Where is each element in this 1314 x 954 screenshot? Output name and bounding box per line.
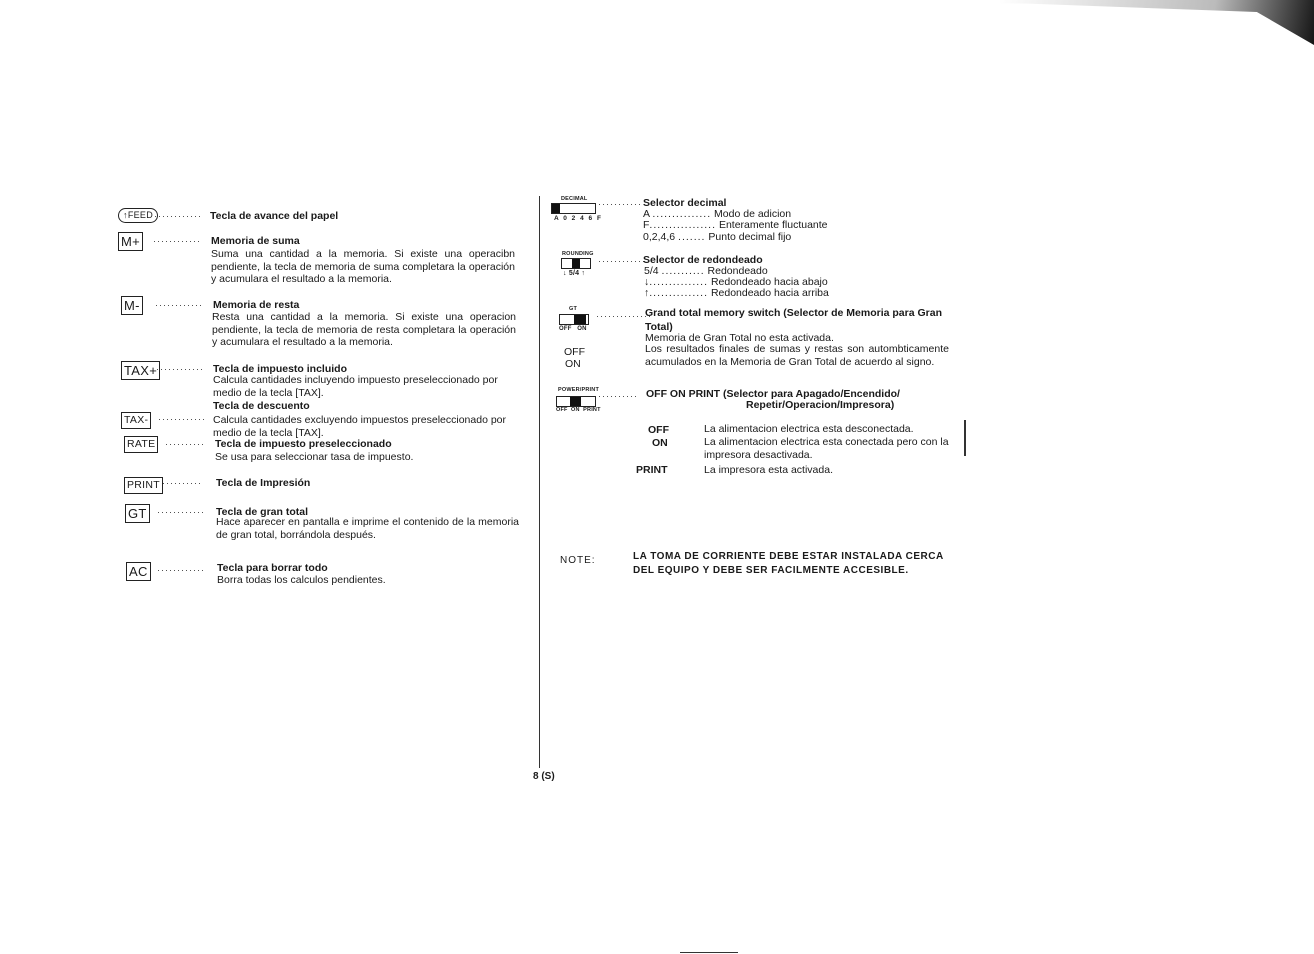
column-divider [539,196,540,768]
gt-switch [559,314,589,325]
power-state-off: OFF [648,424,669,436]
rounding-scale: ↓ 5/4 ↑ [563,270,586,277]
gt-on-text: Los resultados finales de sumas y restas son autombticamente acumulados en la Memoria de Gran Total de acuerdo al signo. [645,343,949,368]
tax-minus-desc: Calcula cantidades excluyendo impuestos preseleccionado por medio de la tecla [TAX]. [213,414,507,439]
memory-plus-title: Memoria de suma [211,235,300,247]
rounding-title: Selector de redondeado [643,254,763,266]
leader-dots: ············ [157,507,205,517]
page-number: 8 (S) [533,771,555,782]
tax-minus-key: TAX- [121,412,151,429]
tax-plus-desc: Calcula cantidades incluyendo impuesto preseleccionado por medio de la tecla [TAX]. [213,374,498,399]
memory-minus-title: Memoria de resta [213,299,300,311]
leader-dots: ·············· [596,311,652,321]
decimal-row-a: A ............... Modo de adicion [643,208,792,220]
grand-total-desc: Hace aparecer en pantalla e imprime el contenido de la memoria de gran total, borrándola después. [216,516,519,541]
memory-plus-desc: Suma una cantidad a la memoria. Si existe una operacibn pendiente, la tecla de memoria de suma completara la operación y acumulara el resultado a la memoria. [211,248,515,285]
rounding-switch [561,258,591,269]
leader-dots: ············ [158,414,206,424]
print-title: Tecla de Impresión [216,477,311,489]
note-text-line2: DEL EQUIPO Y DEBE SER FACILMENTE ACCESIBLE. [633,565,909,576]
leader-dots: ············ [153,236,201,246]
tax-minus-title: Tecla de descuento [213,400,310,412]
tax-plus-title: Tecla de impuesto incluido [213,363,347,375]
decimal-switch [551,203,596,214]
decimal-switch-label: DECIMAL [561,196,588,202]
power-state-on-desc: La alimentacion electrica esta conectada pero con la impresora desactivada. [704,436,949,461]
print-key: PRINT [124,477,163,494]
power-scale: OFF ON PRINT [556,407,601,413]
power-switch-label: POWER/PRINT [558,387,600,393]
leader-dots: ·········· [162,478,202,488]
leader-dots: ············ [157,565,205,575]
scan-mark [680,952,738,953]
leader-dots: ············ [598,256,646,266]
leader-dots: ·········· [165,439,205,449]
memory-minus-desc: Resta una cantidad a la memoria. Si existe una operacion pendiente, la tecla de memoria de resta completara la operación y acumulara el resultado a la memoria. [212,311,516,348]
rate-desc: Se usa para seleccionar tasa de impuesto. [215,451,414,463]
decimal-row-f: F................. Enteramente fluctuante [643,219,828,231]
power-state-on: ON [652,437,668,449]
note-text-line1: LA TOMA DE CORRIENTE DEBE ESTAR INSTALADA CERCA [633,551,944,562]
feed-title: Tecla de avance del papel [210,210,339,222]
rounding-row-54: 5/4 ........... Redondeado [644,265,768,277]
power-title-line2: Repetir/Operacion/Impresora) [746,399,895,411]
gt-title-line2: Total) [645,321,673,333]
decimal-title: Selector decimal [643,197,727,209]
decimal-row-fixed: 0,2,4,6 ....... Punto decimal fijo [643,231,792,243]
gt-switch-label: GT [569,306,578,312]
grand-total-title: Tecla de gran total [216,506,308,518]
binding-mark [964,420,966,456]
tax-plus-key: TAX+ [121,361,160,380]
memory-plus-key: M+ [118,232,143,251]
rate-title: Tecla de impuesto preseleccionado [215,438,392,450]
leader-dots: ··········· [598,199,642,209]
scan-shadow [600,0,1314,60]
leader-dots: ············ [154,211,202,221]
note-label: NOTE: [560,555,596,566]
rounding-switch-label: ROUNDING [562,251,594,257]
gt-scale: OFF ON [559,326,587,332]
rounding-row-down: ↓............... Redondeado hacia abajo [644,276,828,288]
decimal-scale: A 0 2 4 6 F [554,215,603,222]
power-state-off-desc: La alimentacion electrica esta desconectada. [704,423,914,435]
power-title-line1: OFF ON PRINT (Selector para Apagado/Encendido/ [646,388,900,400]
leader-dots: ············ [155,300,203,310]
all-clear-title: Tecla para borrar todo [217,562,328,574]
power-state-print-desc: La impresora esta activada. [704,464,833,476]
rate-key: RATE [124,436,158,453]
rounding-row-up: ↑............... Redondeado hacia arriba [644,287,829,299]
leader-dots: ·········· [598,391,638,401]
gt-off-label: OFF [564,346,585,358]
gt-off-text: Memoria de Gran Total no esta activada. [645,332,834,344]
all-clear-desc: Borra todas los calculos pendientes. [217,574,386,586]
grand-total-key: GT [125,504,150,523]
all-clear-key: AC [126,562,151,581]
feed-key: ↑FEED [118,208,158,223]
leader-dots: ············ [156,364,204,374]
power-switch [556,396,596,407]
gt-title-line1: Grand total memory switch (Selector de Memoria para Gran [645,307,942,319]
gt-on-label: ON [565,358,581,370]
memory-minus-key: M- [121,296,143,315]
power-state-print: PRINT [636,464,668,476]
